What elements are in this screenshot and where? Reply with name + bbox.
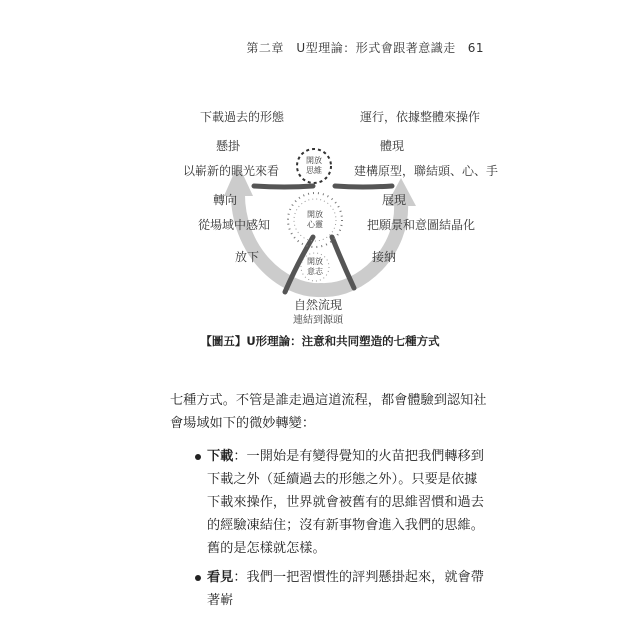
label-redirecting: 轉向 (213, 193, 238, 207)
list-item-downloading (170, 445, 490, 560)
page-number: 61 (467, 41, 484, 55)
figure-arm-left (254, 186, 313, 187)
text-downloading: ：一開始是有變得覺知的火苗把我們轉移到下載之外（延續過去的形態之外）。只要是依據下載來操作，世界就會被舊有的思維習慣和過去的經驗凍結住；沒有新事物會進入我們的思維。舊的是怎樣就怎樣。 (207, 449, 484, 556)
label-prototyping: 建構原型，聯結頭、心、手 (354, 164, 499, 178)
label-presencing-source: 連結到源頭 (293, 315, 343, 326)
label-downloading-past: 下載過去的形態 (200, 110, 285, 124)
label-open-will: 開放 意志 (307, 257, 323, 276)
bullet-dot (195, 575, 201, 581)
label-letting-come: 接納 (372, 250, 397, 264)
label-letting-go: 放下 (235, 250, 260, 264)
label-suspending: 懸掛 (216, 139, 241, 153)
label-enacting: 展現 (382, 193, 407, 207)
text-seeing: ：我們一把習慣性的評判懸掛起來，就會帶著嶄 (207, 570, 484, 608)
label-open-heart: 開放 心靈 (307, 210, 323, 229)
label-sensing-field: 從場域中感知 (198, 218, 271, 232)
running-title: 第二章 U型理論：形式會跟著意識走 (246, 41, 456, 55)
term-seeing: 看見 (207, 570, 234, 585)
label-open-mind: 開放 思維 (306, 156, 322, 175)
figure-arm-right (335, 186, 392, 187)
label-presencing: 自然流現 (294, 298, 343, 312)
figure-caption: 【圖五】U形理論：注意和共同塑造的七種方式 (200, 334, 440, 348)
label-embodying: 體現 (380, 139, 405, 153)
label-operate-whole: 運行，依據整體來操作 (360, 110, 481, 124)
body-text (170, 389, 490, 618)
list-item-seeing (170, 566, 490, 612)
term-downloading: 下載 (207, 449, 234, 464)
intro-paragraph: 七種方式。不管是誰走過這道流程，都會體驗到認知社會場域如下的微妙轉變： (170, 393, 487, 431)
bullet-list (170, 445, 490, 612)
bullet-dot (195, 454, 201, 460)
label-new-eyes: 以嶄新的眼光來看 (183, 164, 280, 178)
label-crystallizing: 把願景和意圖結晶化 (367, 218, 476, 232)
